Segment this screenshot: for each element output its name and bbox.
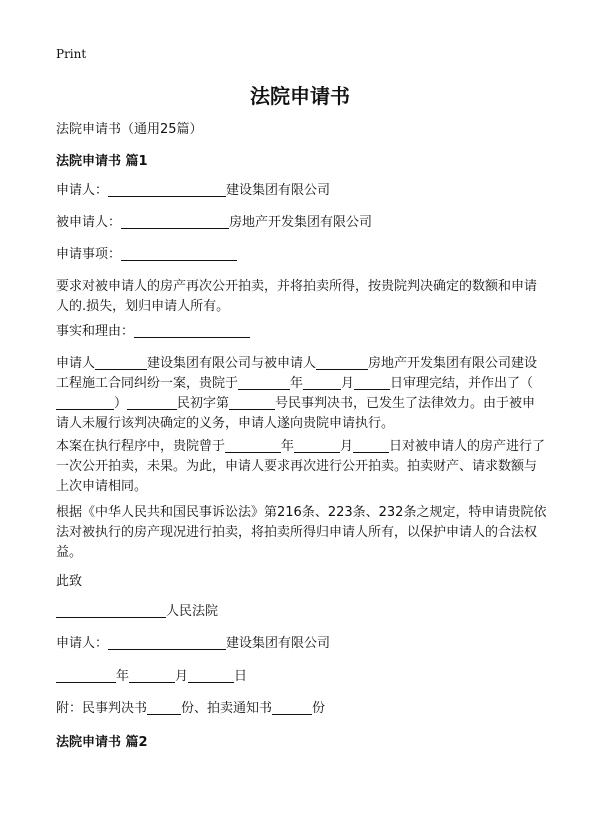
signature-label: 申请人： (56, 636, 109, 651)
facts-text: 日审理完结，并作出了（ (390, 376, 534, 391)
section-2-heading: 法院申请书 篇2 (56, 735, 148, 750)
matter-label: 申请事项： (56, 247, 122, 262)
legal-basis-paragraph: 根据《中华人民共和国民事诉讼法》第216条、223条、232条之规定，特申请贵院依法对被执行的房产现况进行拍卖，将拍卖所得归申请人所有，以保护申请人的合法权益。 (56, 505, 547, 560)
court-line (56, 602, 548, 622)
applicant-company: 建设集团有限公司 (226, 183, 331, 198)
respondent-line (56, 213, 548, 233)
blank-line (188, 668, 234, 683)
facts-text: 月 (341, 376, 355, 391)
facts-text: 建设集团有限公司与被申请人 (147, 356, 317, 371)
execution-paragraph (56, 437, 548, 497)
date-year: 年 (116, 669, 130, 684)
matter-line (56, 245, 548, 265)
facts-paragraph (56, 354, 548, 434)
facts-text: 年 (290, 376, 304, 391)
blank-line (354, 375, 390, 390)
applicant-line (56, 181, 548, 201)
facts-text: 房地产开发集团有限公司建设工程施工合同纠纷一案，贵院于 (56, 356, 538, 391)
attachment-line (56, 699, 548, 719)
blank-line (129, 668, 175, 683)
reason-line (56, 322, 548, 342)
attachment-mid: 份、拍卖通知书 (181, 701, 273, 716)
blank-line (134, 323, 250, 338)
attachment-prefix: 附：民事判决书 (56, 701, 148, 716)
document-title: 法院申请书 (250, 84, 350, 108)
execution-text: 日对被申请人的房产进行了一次公开拍卖，未果。为此，申请人要求再次进行公开拍卖。拍卖财产、请求数额与上次申请相同。 (56, 439, 546, 494)
respondent-company: 房地产开发集团有限公司 (229, 215, 373, 230)
blank-line (294, 438, 340, 453)
blank-line (127, 395, 177, 410)
date-day: 日 (234, 669, 248, 684)
respondent-label: 被申请人： (56, 215, 122, 230)
print-label: Print (56, 47, 87, 61)
blank-line (121, 214, 229, 229)
signature-company: 建设集团有限公司 (226, 636, 331, 651)
date-line (56, 667, 548, 687)
signature-line (56, 634, 548, 654)
closing: 此致 (56, 574, 83, 589)
blank-line (272, 700, 312, 715)
blank-line (95, 355, 147, 370)
blank-line (56, 603, 166, 618)
blank-line (225, 438, 281, 453)
facts-text: ） (114, 396, 128, 411)
blank-line (353, 438, 389, 453)
execution-text: 年 (281, 439, 295, 454)
section-1-heading: 法院申请书 篇1 (56, 154, 148, 169)
execution-text: 本案在执行程序中，贵院曾于 (56, 439, 226, 454)
blank-line (303, 375, 341, 390)
blank-line (316, 355, 368, 370)
blank-line (147, 700, 181, 715)
facts-text: 民初字第 (177, 396, 230, 411)
blank-line (238, 375, 290, 390)
document-subtitle: 法院申请书（通用25篇） (56, 122, 203, 137)
reason-label: 事实和理由： (56, 324, 135, 339)
date-month: 月 (175, 669, 189, 684)
blank-line (56, 395, 114, 410)
matter-paragraph: 要求对被申请人的房产再次公开拍卖，并将拍卖所得，按贵院判决确定的数额和申请人的.损失，划归申请人所有。 (56, 279, 538, 314)
execution-text: 月 (340, 439, 354, 454)
attachment-suffix: 份 (312, 701, 326, 716)
facts-text: 申请人 (56, 356, 96, 371)
blank-line (121, 246, 237, 261)
blank-line (108, 635, 226, 650)
blank-line (229, 395, 275, 410)
applicant-label: 申请人： (56, 183, 109, 198)
court-name: 人民法院 (166, 604, 219, 619)
blank-line (56, 668, 116, 683)
facts-text: 号民事判决书，已发生了法律效力。由于被申请人未履行该判决确定的义务，申请人遂向贵院申请执行。 (56, 396, 536, 431)
blank-line (108, 182, 226, 197)
